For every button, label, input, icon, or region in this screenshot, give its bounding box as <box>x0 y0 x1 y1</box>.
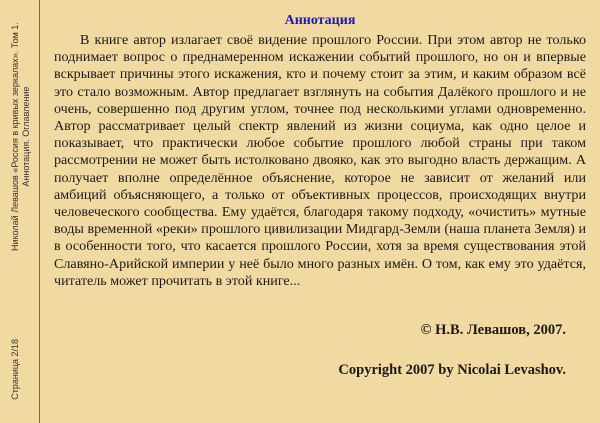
copyright-english: Copyright 2007 by Nicolai Levashov. <box>338 362 566 378</box>
annotation-paragraph: В книге автор излагает своё видение прошлого России. При этом автор не только поднимает вопрос о преднамеренном искажении событий прошлого, но он и впервые вскрывает причины этого искажения, кто и почему стоит за этим, и каким образом всё это стало возможным. Автор предлагает взглянуть на события Далёкого прошлого и не очень, совершенно под другим углом, точнее под несколькими углами одновременно. Автор рассматривает целый спектр явлений из жизни социума, как одно целое и показывает, что практически любое событие прошлого любой страны при таком рассмотрении не может быть истолковано двояко, как это выгодно власть держащим. А получает вполне определённое объяснение, которое не зависит от желаний или амбиций объясняющего, а только от объективных процессов, происходящих внутри человеческого сообщества. Ему удаётся, благодаря такому подходу, «очистить» мутные воды временной «реки» прошлого цивилизации Мидгард-Земли (наша планета Земля) и в особенности того, что касается прошлого России, хотя за время существования этой Славяно-Арийской империи у неё было много разных имён. О том, как ему это удаётся, читатель может прочитать в этой книге... <box>54 32 586 289</box>
section-name: Аннотация. Оглавление <box>21 86 31 187</box>
sidebar-divider <box>39 0 40 423</box>
annotation-section <box>54 6 586 290</box>
sidebar <box>0 0 42 423</box>
sidebar-caption <box>10 22 32 400</box>
author-copyright: © Н.В. Левашов, 2007. <box>420 322 566 338</box>
annotation-heading: Аннотация <box>284 13 356 28</box>
page-number: Страница 2/18 <box>10 338 20 400</box>
book-title: Николай Левашов «Россия в кривых зеркалах». Том 1. <box>10 22 20 251</box>
